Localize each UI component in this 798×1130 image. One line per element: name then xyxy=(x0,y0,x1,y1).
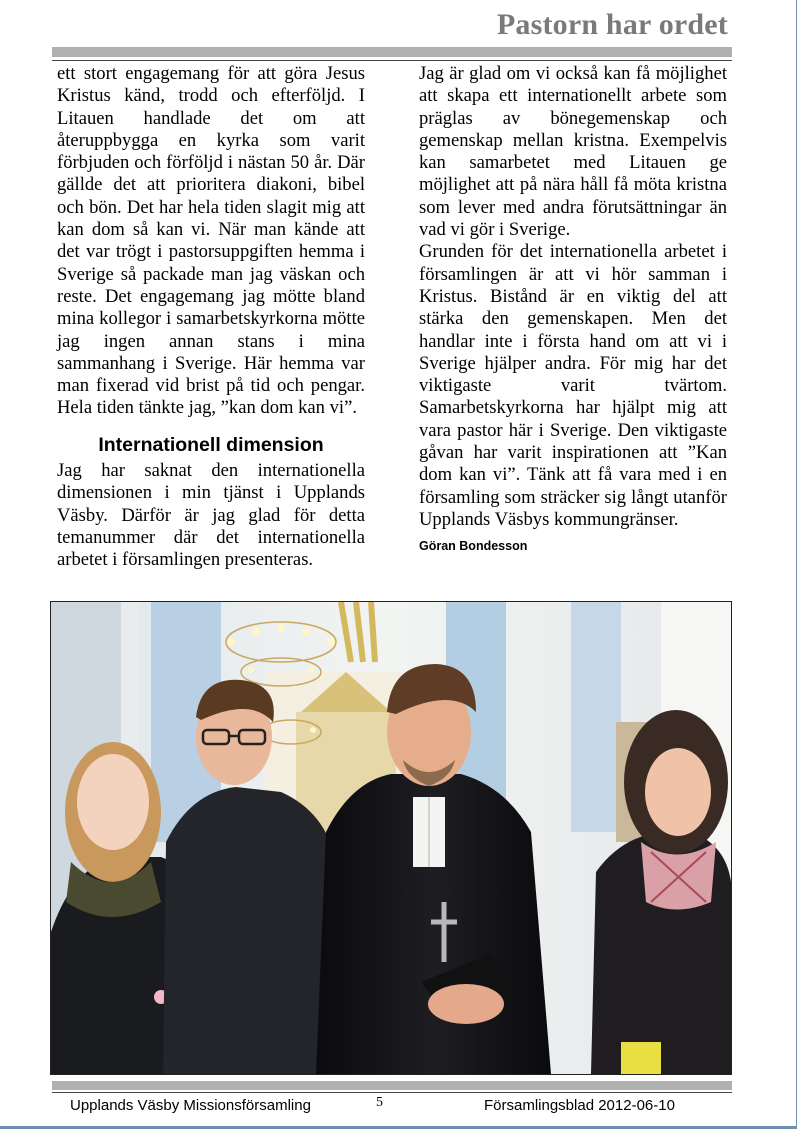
page-number: 5 xyxy=(376,1095,383,1110)
right-paragraph-1: Jag är glad om vi också kan få möjlighet att skapa ett internationellt arbete som präglas av bönegemenskap och gemenskap mellan kristna. Exempelvis kan samarbetet med Litauen ge möjlighet att på nära håll få möta kristna som lever med andra förutsättningar än vad vi gör i Sverige. xyxy=(419,63,727,241)
church-interior-photo xyxy=(51,602,731,1074)
intro-paragraph: ett stort engagemang för att göra Jesus Kristus känd, trodd och efterföljd. I Litauen handlade det om att återuppbygga en kyrka som varit förbjuden och förföljd i nästan 50 år. Där gällde det att prioritera diakoni, bibel och bön. Det har hela tiden slagit mig att kan dom så kan vi. När man kände att det var trögt i pastorsuppgiften hemma i Sverige så packade man jag väskan och reste. Det engagemang jag mötte bland mina kollegor i samarbetskyrkorna mötte jag ingen annan stans i mina sammanhang i Sverige. Här hemma var man fixerad vid brist på tid och pengar. Hela tiden tänkte jag, ”kan dom kan vi”. xyxy=(57,63,365,419)
footer-organization: Upplands Väsby Missionsförsamling xyxy=(70,1097,311,1114)
group-photo xyxy=(50,601,732,1075)
page-title: Pastorn har ordet xyxy=(496,8,728,41)
left-column xyxy=(57,63,365,572)
footer-publication: Församlingsblad 2012-06-10 xyxy=(484,1097,675,1114)
section-paragraph: Jag har saknat den internationella dimensionen i min tjänst i Upplands Väsby. Därför är jag glad för detta temanummer där det internationella arbetet i församlingen presenteras. xyxy=(57,460,365,571)
footer-bar xyxy=(52,1081,732,1090)
section-heading: Internationell dimension xyxy=(98,433,324,456)
footer-rule xyxy=(52,1092,732,1093)
author-signature: Göran Bondesson xyxy=(419,539,528,554)
header-bar xyxy=(52,47,732,57)
header-rule xyxy=(52,60,732,61)
right-paragraph-2: Grunden för det internationella arbetet i församlingen är att vi hör samman i Kristus. Bistånd är en viktig del att stärka den gemenskapen. Men det handlar inte i första hand om att vi i Sverige hjälper andra. För mig har det viktigaste varit tvärtom. Samarbetskyrkorna har hjälpt mig att vara pastor här i Sverige. Den viktigaste gåvan har varit inspirationen att ”Kan dom kan vi”. Tänk att få vara med i en församling som sträcker sig långt utanför Upplands Väsbys kommungränser. xyxy=(419,241,727,530)
right-column xyxy=(419,63,727,558)
